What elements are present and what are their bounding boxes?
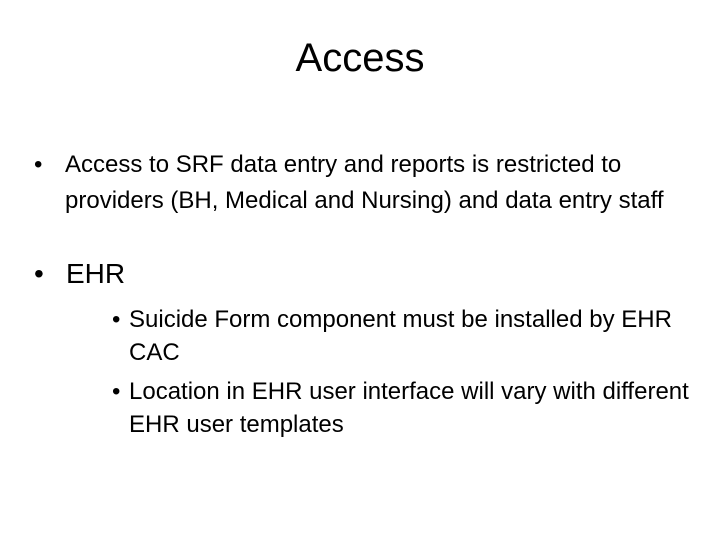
sub-bullet-marker: • (112, 378, 121, 405)
slide-title: Access (295, 36, 425, 80)
sub-bullet-marker: • (112, 306, 121, 333)
bullet-ehr (34, 254, 674, 294)
sub-bullet-text: Suicide Form component must be installed by EHR CAC (129, 306, 672, 366)
bullet-text: EHR (66, 258, 126, 289)
sub-bullet-location (112, 375, 692, 441)
bullet-marker: • (34, 258, 44, 289)
sub-bullet-text: Location in EHR user interface will vary with different EHR user templates (129, 378, 689, 438)
bullet-access-restriction (34, 147, 674, 219)
sub-bullet-suicide-form (112, 303, 692, 369)
bullet-text: Access to SRF data entry and reports is restricted to providers (BH, Medical and Nursing) and data entry staff (65, 151, 664, 214)
bullet-marker: • (34, 151, 43, 178)
